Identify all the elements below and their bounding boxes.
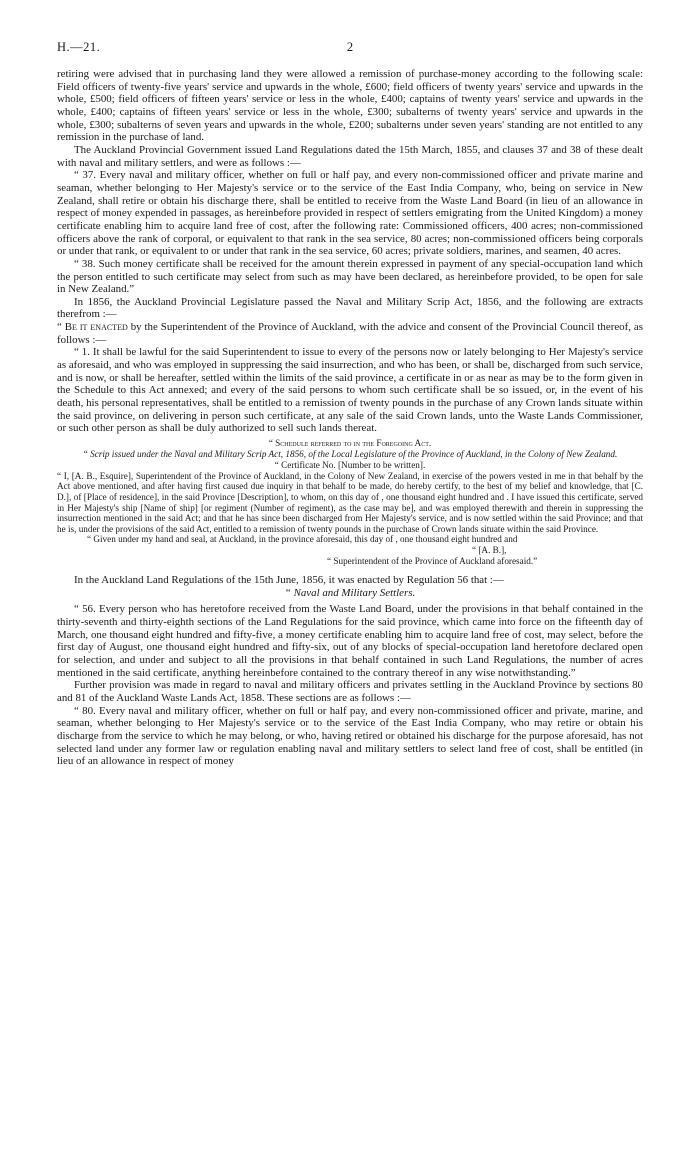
section-80: “ 80. Every naval and military officer, whether on full or half pay, and every non-commissioned officer and private, marine, and seaman, whether belonging to Her Majesty's service or to the service of the East India Company, who may retire or obtain his discharge from the service to which he may belong, or who, having retired or obtained his discharge for the purpose aforesaid, has not selected land under any former law or regulation enabling naval and military settlers to select land free of cost, shall be entitled (in lieu of an allowance in respect of money: [57, 704, 643, 768]
schedule-heading: “ Schedule referred to in the Foregoing Act.: [268, 438, 432, 449]
signature-name: “ [A. B.],: [472, 544, 507, 555]
signature-title-row: [57, 556, 643, 567]
section-1: “ 1. It shall be lawful for the said Superintendent to issue to every of the persons now or lately belonging to Her Majesty's service as aforesaid, and who was employed in suppressing the said insurrection, and who has been, or shall be, discharged from such service, and is now, or shall be hereafter, settled within the limits of the said province, a certificate in or as near as may be to the form given in the Schedule to this Act annexed; and every of the said persons to whom such certificate shall be so issued, or, in the event of his death, his personal representatives, shall be entitled to a remission of twenty pounds in the purchase of any Crown lands situate within the said province, on delivering in person such certificate, at any sale of the said Crown lands, unto the Waste Lands Commissioner, or such other person as shall be duly authorized to sell such lands thereat.: [57, 346, 643, 435]
page-header: [57, 40, 643, 54]
paragraph-waste-lands-act-1858: Further provision was made in regard to naval and military officers and privates settling in the Auckland Province by sections 80 and 81 of the Auckland Waste Lands Act, 1858. These sections are as follows :—: [57, 679, 643, 704]
clause-37: “ 37. Every naval and military officer, whether on full or half pay, and every non-commissioned officer and private marine and seaman, whether belonging to Her Majesty's service or to the service of the East India Company, who, being on service in New Zealand, shall retire or obtain his discharge there, shall be entitled to receive from the Waste Land Board (in lieu of an allowance in respect of money expended in passages, as hereinbefore provided in respect of settlers emigrating from the United Kingdom) a money certificate enabling him to acquire land free of cost, after the following rate: Commissioned officers, 400 acres; non-commissioned officers above the rank of corporal, or equivalent to that rank in the sea service, 80 acres; non-commissioned officers being corporals or under that rank, or equivalent to or under that rank in the sea service, 60 acres; private soldiers, marines, and seamen, 40 acres.: [57, 169, 643, 258]
paragraph-auckland-regulations-1855: The Auckland Provincial Government issued Land Regulations dated the 15th March, 1855, and clauses 37 and 38 of these dealt with naval and military settlers, and were as follows :—: [57, 143, 643, 169]
certificate-given-line: “ Given under my hand and seal, at Auckland, in the province aforesaid, this day of , one thousand eight hundred and: [87, 534, 518, 545]
paragraph-scrip-act-1856: In 1856, the Auckland Provincial Legislature passed the Naval and Military Scrip Act, 1856, and the following are extracts therefrom :—: [57, 295, 643, 321]
signature-name-row: [57, 545, 643, 556]
document-reference: H.—21.: [57, 40, 101, 54]
enacting-clause: [57, 321, 643, 346]
certificate-number: “ Certificate No. [Number to be written].: [274, 460, 426, 471]
paragraph-remission-scale: retiring were advised that in purchasing land they were allowed a remission of purchase-money according to the following scale: Field officers of twenty-five years' service and upwards in the whole, £600; field officers of twenty years' service and upwards in the whole, £500; field officers of fifteen years' service or less in the whole, £400; captains of twenty years' service and upwards in the whole, £400; captains of fifteen years' service or less in the whole, £300; subalterns of twenty years' service and upwards in the whole, £300; subalterns of seven years and upwards in the whole, £200; subalterns under seven years' standing are not entitled to any remission in the purchase of land.: [57, 68, 643, 144]
signature-title: “ Superintendent of the Province of Auckland aforesaid.”: [327, 555, 538, 566]
naval-military-heading: “ Naval and Military Settlers.: [284, 586, 416, 599]
clause-38: “ 38. Such money certificate shall be received for the amount therein expressed in payment of any special-occupation land which the person entitled to such certificate may select from such as may have been declared, as hereinbefore provided, to be open for sale in New Zealand.”: [57, 257, 643, 296]
enacting-text: by the Superintendent of the Province of Auckland, with the advice and consent of the Provincial Council thereof, as follows :—: [57, 321, 643, 346]
paragraph-regulation-56-intro: In the Auckland Land Regulations of the 15th June, 1856, it was enacted by Regulation 56 that :—: [74, 573, 504, 586]
certificate-body: “ I, [A. B., Esquire], Superintendent of the Province of Auckland, in the Colony of New Zealand, in exercise of the powers vested in me in that behalf by the Act above mentioned, and after having first caused due inquiry in that behalf to be made, do hereby certify, to the best of my belief and knowledge, that [C. D.], of [Place of residence], in the said Province [Description], to whom, on this day of , one thousand eight hundred and . I have issued this certificate, served in Her Majesty's ship [Name of ship] [or regiment (Number of regiment), as the case may be], and was employed therewith and therein in suppressing the insurrection mentioned in the said Act; and that he has since been discharged from Her Majesty's service, and is now settled within the said Province; and that he is, under the provisions of the said Act, entitled to a remission of twenty pounds in the purchase of Crown lands situate within the said Province.: [57, 470, 643, 534]
regulation-56: “ 56. Every person who has heretofore received from the Waste Land Board, under the provisions in that behalf contained in the thirty-seventh and thirty-eighth sections of the Land Regulations for the said province, which came into force on the fifteenth day of March, one thousand eight hundred and fifty-five, a money certificate enabling him to acquire land free of cost, may select, before the first day of August, one thousand eight hundred and fifty-six, out of any blocks of special-occupation land heretofore declared open for selection, and under and subject to all the provisions in that behalf contained in such Land Regulations, the number of acres mentioned in the said certificate, anything hereinbefore contained to the contrary thereof in any wise notwithstanding.”: [57, 603, 643, 679]
enacting-words: “ Be it enacted: [57, 321, 128, 334]
page-number: 2: [346, 40, 354, 54]
schedule-subheading: “ Scrip issued under the Naval and Military Scrip Act, 1856, of the Local Legislature of the Province of Auckland, in the Colony of New Zealand.: [82, 448, 618, 459]
section-gap: [57, 567, 643, 574]
document-body: [57, 68, 643, 768]
